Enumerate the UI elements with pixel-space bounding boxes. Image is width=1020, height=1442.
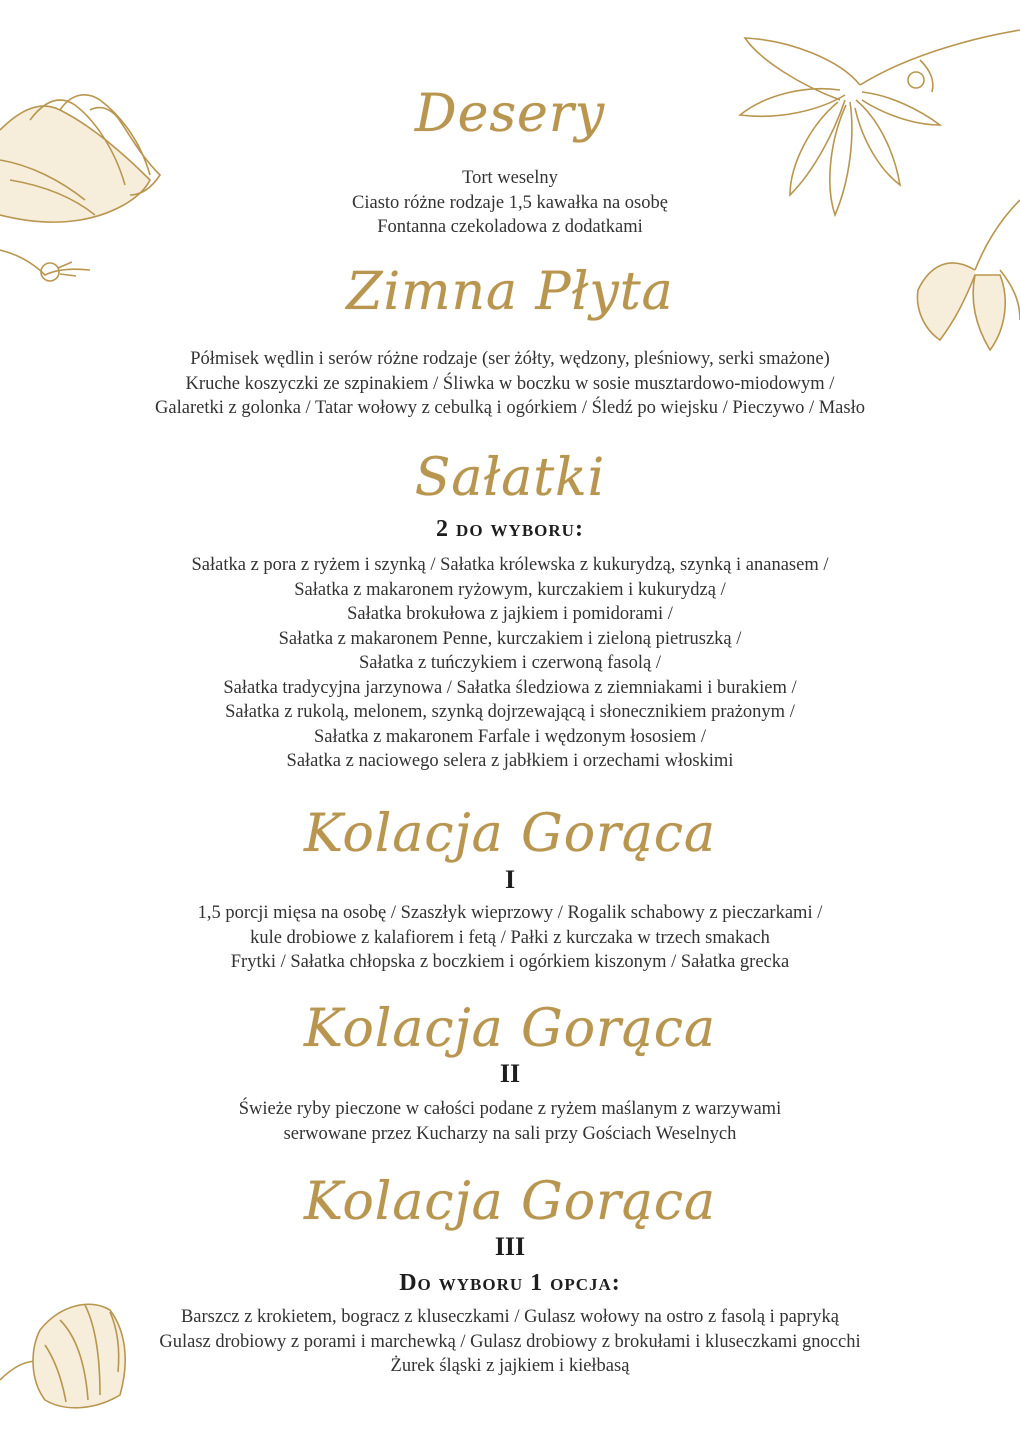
kolacja-1-list xyxy=(0,901,1020,975)
list-item: Sałatka z rukolą, melonem, szynką dojrzewającą i słonecznikiem prażonym / xyxy=(225,702,795,722)
list-item: Świeże ryby pieczone w całości podane z ryżem maślanym z warzywami xyxy=(238,1099,782,1119)
list-item: kule drobiowe z kalafiorem i fetą / Pałki z kurczaka w trzech smakach xyxy=(250,927,770,948)
section-title-kolacja-2: Kolacja Gorąca xyxy=(304,999,716,1059)
salatki-subtitle: 2 do wyboru: xyxy=(436,516,584,542)
list-item: Żurek śląski z jajkiem i kiełbasą xyxy=(390,1356,630,1376)
zimna-plyta-list xyxy=(0,347,1020,421)
list-item: serwowane przez Kucharzy na sali przy Gościach Weselnych xyxy=(283,1123,737,1144)
list-item: Sałatka z makaronem Farfale i wędzonym łososiem / xyxy=(314,726,706,747)
kolacja-2-numeral: II xyxy=(499,1059,521,1088)
section-title-desery: Desery xyxy=(414,84,606,144)
kolacja-2-list xyxy=(0,1097,1020,1146)
list-item: Sałatka tradycyjna jarzynowa / Sałatka śledziowa z ziemniakami i burakiem / xyxy=(223,677,797,698)
list-item: Sałatka z pora z ryżem i szynką / Sałatka królewska z kukurydzą, szynką i ananasem / xyxy=(191,555,829,575)
list-item: Sałatka z tuńczykiem i czerwoną fasolą / xyxy=(358,653,662,673)
list-item: Galaretki z golonka / Tatar wołowy z cebulką i ogórkiem / Śledź po wiejsku / Pieczywo / Masło xyxy=(155,398,865,418)
list-item: Fontanna czekoladowa z dodatkami xyxy=(377,217,643,237)
list-item: Półmisek wędlin i serów różne rodzaje (ser żółty, wędzony, pleśniowy, serki smażone) xyxy=(190,349,830,369)
list-item: Sałatka z naciowego selera z jabłkiem i orzechami włoskimi xyxy=(286,751,734,771)
section-title-zimna-plyta: Zimna Płyta xyxy=(346,262,674,322)
kolacja-3-list xyxy=(0,1305,1020,1379)
list-item: Ciasto różne rodzaje 1,5 kawałka na osobę xyxy=(352,192,668,213)
list-item: Frytki / Sałatka chłopska z boczkiem i ogórkiem kiszonym / Sałatka grecka xyxy=(230,952,790,972)
list-item: Sałatka z makaronem ryżowym, kurczakiem i kukurydzą / xyxy=(294,579,726,600)
list-item: Kruche koszyczki ze szpinakiem / Śliwka w boczku w sosie musztardowo-miodowym / xyxy=(185,373,835,394)
kolacja-3-subtitle: Do wyboru 1 opcja: xyxy=(399,1270,621,1296)
kolacja-3-numeral: III xyxy=(494,1232,526,1261)
desery-list xyxy=(0,166,1020,240)
section-title-salatki: Sałatki xyxy=(414,448,606,508)
list-item: Barszcz z krokietem, bogracz z kluseczkami / Gulasz wołowy na ostro z fasolą i papryką xyxy=(180,1307,840,1327)
kolacja-1-numeral: I xyxy=(504,865,516,894)
list-item: 1,5 porcji mięsa na osobę / Szaszłyk wieprzowy / Rogalik schabowy z pieczarkami / xyxy=(197,903,823,923)
section-title-kolacja-1: Kolacja Gorąca xyxy=(304,804,716,864)
salatki-list xyxy=(0,553,1020,774)
list-item: Sałatka z makaronem Penne, kurczakiem i zieloną pietruszką / xyxy=(278,628,742,649)
list-item: Tort weselny xyxy=(462,168,558,188)
list-item: Sałatka brokułowa z jajkiem i pomidorami / xyxy=(347,604,673,624)
section-title-kolacja-3: Kolacja Gorąca xyxy=(304,1172,716,1232)
list-item: Gulasz drobiowy z porami i marchewką / Gulasz drobiowy z brokułami i kluseczkami gnocchi xyxy=(159,1331,861,1352)
